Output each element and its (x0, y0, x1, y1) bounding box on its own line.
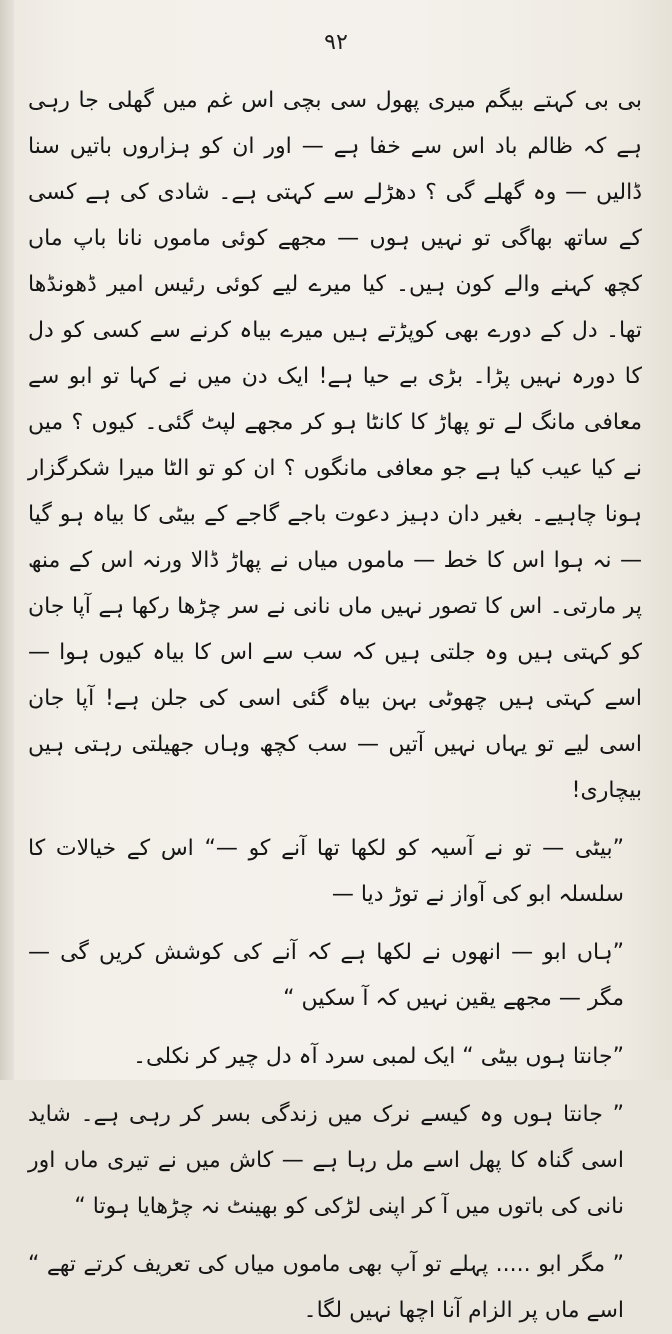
page-body-text (28, 78, 642, 1334)
paragraph-1: بی بی کہتے بیگم میری پھول سی بچی اس غم میں گھلی جا رہی ہے کہ ظالم باد اس سے خفا ہے — اور ان کو ہزاروں باتیں سنا ڈالیں — وہ گھلے گی ؟ دھڑلے سے کہتی ہے۔ شادی کی ہے کسی کے ساتھ بھاگی تو نہیں ہوں — مجھے کوئی ماموں نانا باپ ماں کچھ کہنے والے کون ہیں۔ کیا میرے لیے کوئی رئیس امیر ڈھونڈھا تھا۔ دل کے دورے بھی کوپڑتے ہیں میرے بیاہ کرنے سے کسی کو دل کا دورہ نہیں پڑا۔ بڑی بے حیا ہے! ایک دن میں نے کہا تو ابو سے معافی مانگ لے تو پھاڑ کا کانٹا ہو کر مجھے لپٹ گئی۔ کیوں ؟ میں نے کیا عیب کیا ہے جو معافی مانگوں ؟ ان کو تو الٹا میرا شکرگزار ہونا چاہیے۔ بغیر دان دہیز دعوت باجے گاجے کے بیٹی کا بیاہ ہو گیا — نہ ہوا اس کا خط — ماموں میاں نے پھاڑ ڈالا ورنہ اس کے منھ پر مارتی۔ اس کا تصور نہیں ماں نانی نے سر چڑھا رکھا ہے آپا جان کو کہتی ہیں وہ جلتی ہیں کہ سب سے اس کا بیاہ کیوں ہوا — اسے کہتی ہیں چھوٹی بہن بیاہ گئی اسی کی جلن ہے! آپا جان اسی لیے تو یہاں نہیں آتیں — سب کچھ وہاں جھیلتی رہتی ہیں بیچاری! (28, 88, 643, 803)
paragraph-5: ” جانتا ہوں وہ کیسے نرک میں زندگی بسر کر رہی ہے۔ شاید اسی گناہ کا پھل اسے مل رہا ہے — کاش میں نے تیری ماں اور نانی کی باتوں میں آ کر اپنی لڑکی کو بھینٹ نہ چڑھایا ہوتا “ (28, 1102, 624, 1219)
paragraph-4: ”جانتا ہوں بیٹی “ ایک لمبی سرد آہ دل چیر کر نکلی۔ (133, 1044, 624, 1069)
page-number: ٩٢ (324, 30, 348, 55)
paragraph-3: ”ہاں ابو — انھوں نے لکھا ہے کہ آنے کی کوشش کریں گی — مگر — مجھے یقین نہیں کہ آ سکیں “ (28, 940, 624, 1011)
paragraph-2: ”بیٹی — تو نے آسیہ کو لکھا تھا آنے کو —“ اس کے خیالات کا سلسلہ ابو کی آواز نے توڑ دیا — (28, 836, 624, 907)
page-spine-shadow (0, 0, 14, 1080)
paragraph-6: ” مگر ابو ..... پہلے تو آپ بھی ماموں میاں کی تعریف کرتے تھے “ اسے ماں پر الزام آنا اچھا نہیں لگا۔ (28, 1252, 624, 1323)
